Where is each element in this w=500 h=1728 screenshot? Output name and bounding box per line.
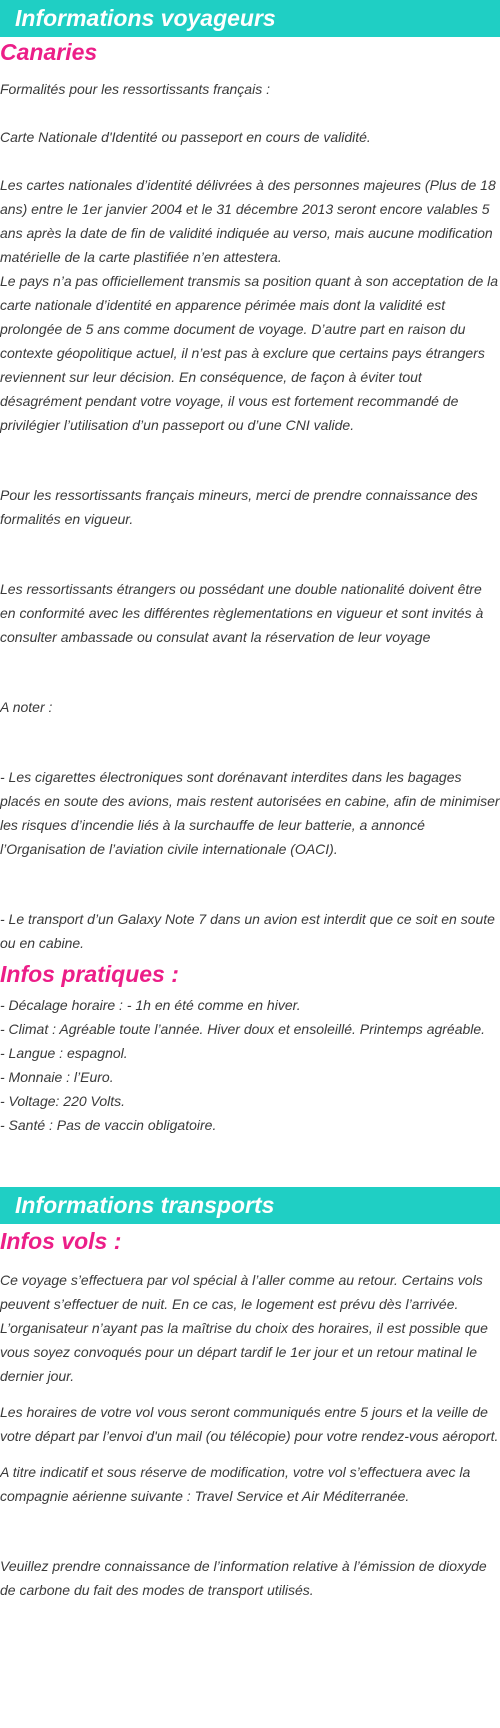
- formalites-intro: Formalités pour les ressortissants français :: [0, 81, 270, 97]
- infos-vols-title: Infos vols :: [0, 1228, 122, 1254]
- banner-informations-voyageurs: Informations voyageurs: [0, 0, 500, 37]
- carte-identite-text: Carte Nationale d'Identité ou passeport en cours de validité.: [0, 129, 371, 145]
- list-item: - Voltage: 220 Volts.: [0, 1093, 126, 1109]
- list-item: - Langue : espagnol.: [0, 1045, 128, 1061]
- cni-validite-text: Les cartes nationales d’identité délivrées à des personnes majeures (Plus de 18 ans) entre le 1er janvier 2004 et le 31 décembre 2013 seront encore valables 5 ans après la date de fin de validité indiquée au verso, mais aucune modification matérielle de la carte plastifiée n’en attestera.: [0, 177, 496, 265]
- a-noter-text: A noter :: [0, 699, 53, 715]
- list-item: - Décalage horaire : - 1h en été comme en hiver.: [0, 997, 301, 1013]
- list-item: - Monnaie : l’Euro.: [0, 1069, 114, 1085]
- cigarettes-text: - Les cigarettes électroniques sont dorénavant interdites dans les bagages placés en soute des avions, mais restent autorisées en cabine, afin de minimiser les risques d’incendie liés à la surchauffe de leur batterie, a annoncé l’Organisation de l’aviation civile internationale (OACI).: [0, 769, 500, 857]
- list-item: - Santé : Pas de vaccin obligatoire.: [0, 1117, 217, 1133]
- galaxy-text: - Le transport d’un Galaxy Note 7 dans un avion est interdit que ce soit en soute ou en cabine.: [0, 911, 495, 951]
- mineurs-text: Pour les ressortissants français mineurs, merci de prendre connaissance des formalités en vigueur.: [0, 487, 478, 527]
- vol-special-text: Ce voyage s’effectuera par vol spécial à l’aller comme au retour. Certains vols peuvent s’effectuer de nuit. En ce cas, le logement est prévu dès l’arrivée. L’organisateur n’ayant pas la maîtrise du choix des horaires, il est possible que vous soyez convoqués pour un départ tardif le 1er jour et un retour matinal le dernier jour.: [0, 1272, 488, 1384]
- pays-position-text: Le pays n’a pas officiellement transmis sa position quant à son acceptation de la carte nationale d’identité en apparence périmée mais dont la validité est prolongée de 5 ans comme document de voyage. D’autre part en raison du contexte géopolitique actuel, il n’est pas à exclure que certains pays étrangers reviennent sur leur décision. En conséquence, de façon à éviter tout désagrément pendant votre voyage, il vous est fortement recommandé de privilégier l’utilisation d’un passeport ou d’une CNI valide.: [0, 273, 499, 433]
- destination-title: Canaries: [0, 39, 98, 65]
- banner-informations-transports: Informations transports: [0, 1187, 500, 1224]
- carbone-text: Veuillez prendre connaissance de l’information relative à l’émission de dioxyde de carbone du fait des modes de transport utilisés.: [0, 1558, 487, 1598]
- horaires-text: Les horaires de votre vol vous seront communiqués entre 5 jours et la veille de votre départ par l’envoi d'un mail (ou télécopie) pour votre rendez-vous aéroport.: [0, 1404, 499, 1444]
- infos-pratiques-list: [0, 993, 500, 1137]
- etrangers-text: Les ressortissants étrangers ou possédant une double nationalité doivent être en conformité avec les différentes règlementations en vigueur et sont invités à consulter ambassade ou consulat avant la réservation de leur voyage: [0, 581, 484, 645]
- list-item: - Climat : Agréable toute l’année. Hiver doux et ensoleillé. Printemps agréable.: [0, 1021, 486, 1037]
- infos-pratiques-title: Infos pratiques :: [0, 961, 179, 987]
- compagnie-text: A titre indicatif et sous réserve de modification, votre vol s’effectuera avec la compagnie aérienne suivante : Travel Service et Air Méditerranée.: [0, 1464, 471, 1504]
